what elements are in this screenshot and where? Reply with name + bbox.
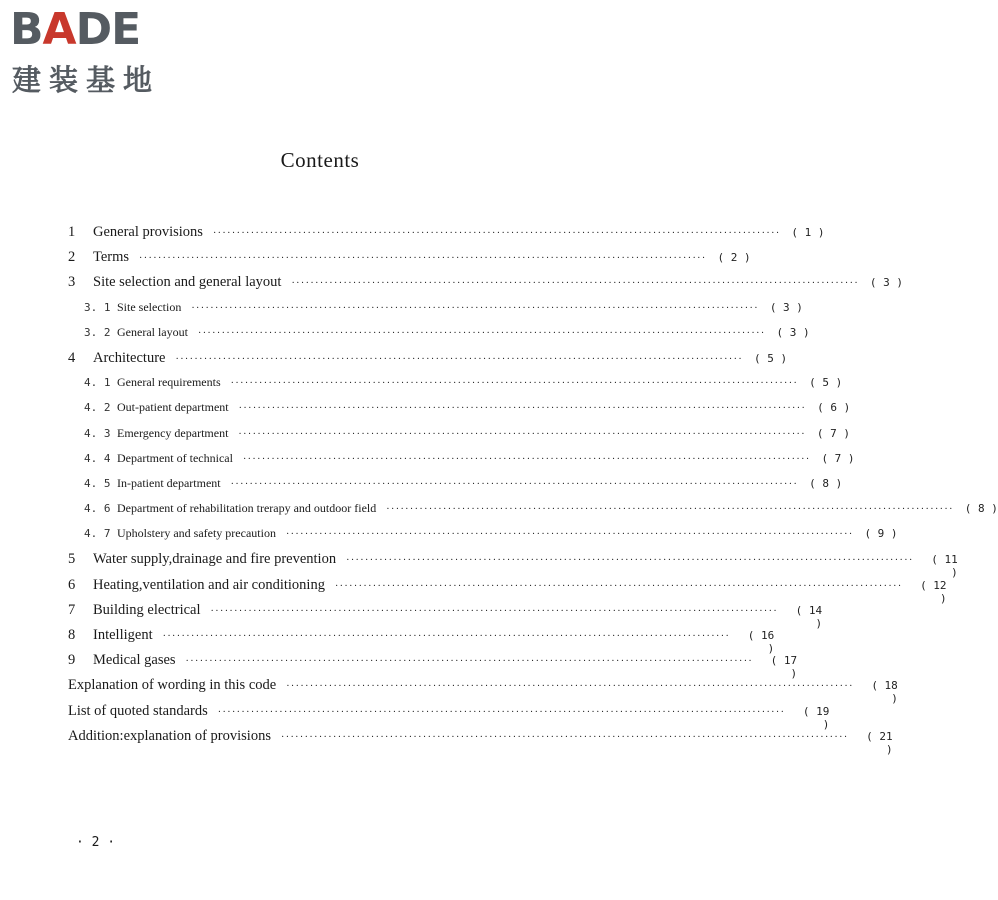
toc-entry-title: List of quoted standards	[68, 702, 208, 719]
toc-entry-page: ( 16 )	[747, 629, 775, 655]
toc-entry[interactable]	[68, 551, 958, 580]
dot-leader: ························································································································	[191, 302, 759, 314]
toc-entry-page: ( 5 )	[753, 351, 788, 365]
toc-entry-title: In-patient department	[117, 475, 221, 490]
toc-entry[interactable]	[68, 601, 823, 630]
toc-entry-title: Addition:explanation of provisions	[68, 727, 271, 744]
toc-entry-title: Heating,ventilation and air conditioning	[93, 576, 325, 593]
dot-leader: ························································································································	[230, 378, 799, 390]
page-number: · 2 ·	[76, 835, 116, 850]
toc-entry-title: Terms	[93, 249, 130, 266]
dot-leader: ························································································································	[386, 504, 954, 516]
logo-chinese-text: 建装基地	[12, 63, 161, 97]
toc-entry-title: Explanation of wording in this code	[68, 677, 277, 694]
toc-entry[interactable]	[68, 450, 855, 476]
toc-entry-number: 7	[68, 601, 76, 618]
dot-leader: ························································································································	[139, 253, 707, 265]
toc-entry-page: ( 14 )	[795, 603, 823, 630]
toc-entry-title: General requirements	[117, 375, 221, 390]
toc-entry-page: ( 3 )	[769, 300, 803, 314]
toc-entry[interactable]	[68, 349, 788, 375]
toc-entry-number: 3	[68, 274, 76, 291]
toc-entry[interactable]	[68, 425, 851, 451]
toc-entry-page: ( 7 )	[821, 451, 855, 465]
toc-entry-number: 4. 6	[84, 502, 111, 516]
toc-entry-page: ( 3 )	[869, 276, 904, 290]
dot-leader: ························································································································	[242, 453, 811, 465]
toc-entry-page: ( 2 )	[717, 251, 751, 265]
bade-logo	[10, 6, 175, 96]
toc-entry[interactable]	[68, 249, 751, 274]
toc-entry-number: 4. 2	[84, 401, 111, 415]
toc-entry-number: 3. 1	[84, 300, 111, 314]
toc-entry-page: ( 7 )	[816, 426, 851, 440]
toc-entry[interactable]	[68, 702, 830, 731]
dot-leader: ························································································································	[286, 681, 854, 693]
dot-leader: ························································································································	[280, 731, 849, 743]
toc-entry-title: Department of rehabilitation trerapy and outdoor field	[117, 501, 377, 516]
toc-entry[interactable]	[68, 627, 775, 655]
toc-entry-title: Water supply,drainage and fire prevention	[93, 551, 337, 568]
toc-entry-page: ( 19 )	[802, 704, 830, 731]
toc-entry-page: ( 12 )	[920, 578, 947, 605]
toc-entry-page: ( 6 )	[817, 401, 851, 415]
toc-entry-title: Medical gases	[93, 652, 176, 669]
toc-entry-title: General layout	[117, 324, 188, 339]
dot-leader: ························································································································	[210, 605, 779, 617]
toc-entry-page: ( 17 )	[770, 654, 798, 681]
toc-entry[interactable]	[68, 727, 893, 756]
toc-entry-number: 8	[68, 627, 76, 643]
toc-entry-page: ( 8 )	[964, 502, 998, 516]
dot-leader: ························································································································	[197, 327, 766, 339]
toc-entry[interactable]	[68, 224, 825, 249]
logo-wordmark: BADE	[10, 4, 141, 55]
toc-entry-page: ( 8 )	[809, 476, 843, 490]
dot-leader: ························································································································	[175, 353, 744, 365]
toc-entry-number: 4. 5	[84, 476, 111, 490]
toc-entry-title: Site selection	[117, 299, 182, 314]
dot-leader: ························································································································	[346, 555, 914, 567]
toc-entry-number: 3. 2	[84, 325, 111, 339]
dot-leader: ························································································································	[230, 478, 799, 490]
toc-entry-number: 4. 3	[84, 426, 111, 440]
dot-leader: ························································································································	[185, 656, 754, 668]
toc-entry[interactable]	[68, 501, 998, 526]
toc-entry[interactable]	[68, 475, 843, 501]
toc-entry-title: General provisions	[93, 224, 203, 240]
toc-entry-number: 4. 4	[84, 451, 111, 465]
toc-entry-number: 4. 1	[84, 376, 111, 390]
page-title: Contents	[280, 148, 360, 172]
toc-entry-page: ( 11 )	[931, 553, 958, 580]
toc-entry[interactable]	[68, 677, 898, 706]
toc-entry[interactable]	[68, 652, 798, 681]
toc-entry-title: Out-patient department	[117, 400, 229, 415]
toc-entry-number: 5	[68, 551, 76, 568]
toc-entry-title: Building electrical	[93, 601, 201, 618]
toc-entry-number: 4. 7	[84, 527, 111, 541]
dot-leader: ························································································································	[212, 228, 781, 239]
toc-entry-title: Intelligent	[93, 627, 153, 643]
toc-entry[interactable]	[68, 526, 898, 551]
dot-leader: ························································································································	[291, 278, 860, 290]
toc-entry[interactable]	[68, 299, 803, 325]
toc-entry-page: ( 21 )	[866, 729, 893, 756]
toc-entry-number: 9	[68, 652, 76, 669]
toc-entry-title: Architecture	[93, 349, 166, 366]
toc-entry-page: ( 18 )	[871, 679, 898, 706]
toc-entry-title: Site selection and general layout	[93, 274, 282, 291]
toc-entry[interactable]	[68, 324, 810, 350]
dot-leader: ························································································································	[217, 706, 786, 718]
dot-leader: ························································································································	[238, 428, 807, 440]
toc-entry-page: ( 5 )	[809, 376, 843, 390]
toc-entry-page: ( 1 )	[791, 226, 825, 239]
dot-leader: ························································································································	[162, 631, 731, 642]
toc-entry-title: Upholstery and safety precaution	[117, 526, 276, 541]
dot-leader: ························································································································	[285, 529, 854, 541]
toc-entry[interactable]	[68, 576, 947, 605]
dot-leader: ························································································································	[238, 403, 807, 415]
toc-entry-number: 4	[68, 349, 76, 366]
toc-entry-page: ( 3 )	[776, 325, 810, 339]
table-of-contents	[68, 224, 998, 756]
toc-entry-number: 2	[68, 249, 76, 266]
toc-entry-number: 6	[68, 576, 76, 593]
toc-entry[interactable]	[68, 400, 851, 425]
dot-leader: ························································································································	[334, 580, 903, 592]
toc-entry-number: 1	[68, 224, 76, 240]
toc-entry-page: ( 9 )	[864, 527, 898, 541]
toc-entry[interactable]	[68, 375, 843, 400]
toc-entry[interactable]	[68, 274, 904, 299]
toc-entry-title: Department of technical	[117, 450, 233, 465]
toc-entry-title: Emergency department	[117, 425, 229, 440]
